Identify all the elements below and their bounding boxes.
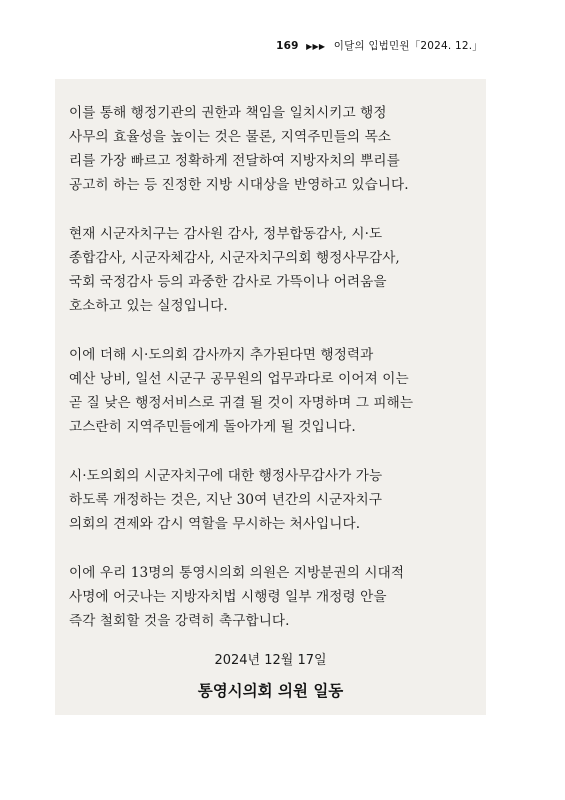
paragraph-2 bbox=[69, 222, 478, 318]
paragraph-3 bbox=[69, 343, 478, 439]
paragraph-line: 사무의 효율성을 높이는 것은 물론, 지역주민들의 목소 bbox=[69, 129, 392, 145]
paragraph-line: 현재 시군자치구는 감사원 감사, 정부합동감사, 시·도 bbox=[69, 226, 383, 242]
paragraph-line: 호소하고 있는 실정입니다. bbox=[69, 298, 228, 314]
statement-date: 2024년 12월 17일 bbox=[214, 653, 327, 668]
paragraph-line: 사명에 어긋나는 지방자치법 시행령 일부 개정령 안을 bbox=[69, 589, 387, 605]
paragraph-line: 예산 낭비, 일선 시군구 공무원의 업무과다로 이어져 이는 bbox=[69, 371, 409, 387]
paragraph-line: 리를 가장 빠르고 정확하게 전달하여 지방자치의 뿌리를 bbox=[69, 153, 400, 169]
paragraph-line: 의회의 견제와 감시 역할을 무시하는 처사입니다. bbox=[69, 516, 361, 532]
statement-signature: 통영시의회 의원 일동 bbox=[197, 682, 344, 700]
paragraph-line: 이에 우리 13명의 통영시의회 의원은 지방분권의 시대적 bbox=[69, 565, 405, 581]
paragraph-line: 시·도의회의 시군자치구에 대한 행정사무감사가 가능 bbox=[69, 468, 383, 484]
paragraph-line: 이를 통해 행정기관의 권한과 책임을 일치시키고 행정 bbox=[69, 105, 387, 121]
paragraph-line: 하도록 개정하는 것은, 지난 30여 년간의 시군자치구 bbox=[69, 492, 383, 508]
paragraph-5 bbox=[69, 561, 478, 633]
page-header bbox=[276, 38, 483, 53]
page-number: 169 bbox=[276, 40, 299, 52]
paragraph-4 bbox=[69, 464, 478, 536]
statement-panel bbox=[55, 79, 486, 715]
paragraph-line: 국회 국정감사 등의 과중한 감사로 가뜩이나 어려움을 bbox=[69, 274, 387, 290]
paragraph-1 bbox=[69, 101, 478, 197]
paragraph-line: 공고히 하는 등 진정한 지방 시대상을 반영하고 있습니다. bbox=[69, 177, 409, 193]
paragraph-line: 이에 더해 시·도의회 감사까지 추가된다면 행정력과 bbox=[69, 347, 374, 363]
paragraph-line: 종합감사, 시군자체감사, 시군자치구의회 행정사무감사, bbox=[69, 250, 400, 266]
arrow-icons: ▶▶▶ bbox=[306, 42, 326, 51]
paragraph-line: 곧 질 낮은 행정서비스로 귀결 될 것이 자명하며 그 피해는 bbox=[69, 395, 414, 411]
paragraph-line: 고스란히 지역주민들에게 돌아가게 될 것입니다. bbox=[69, 419, 356, 435]
publication-title: 이달의 입법민원「2024. 12.」 bbox=[333, 40, 483, 52]
paragraph-line: 즉각 철회할 것을 강력히 촉구합니다. bbox=[69, 613, 290, 629]
